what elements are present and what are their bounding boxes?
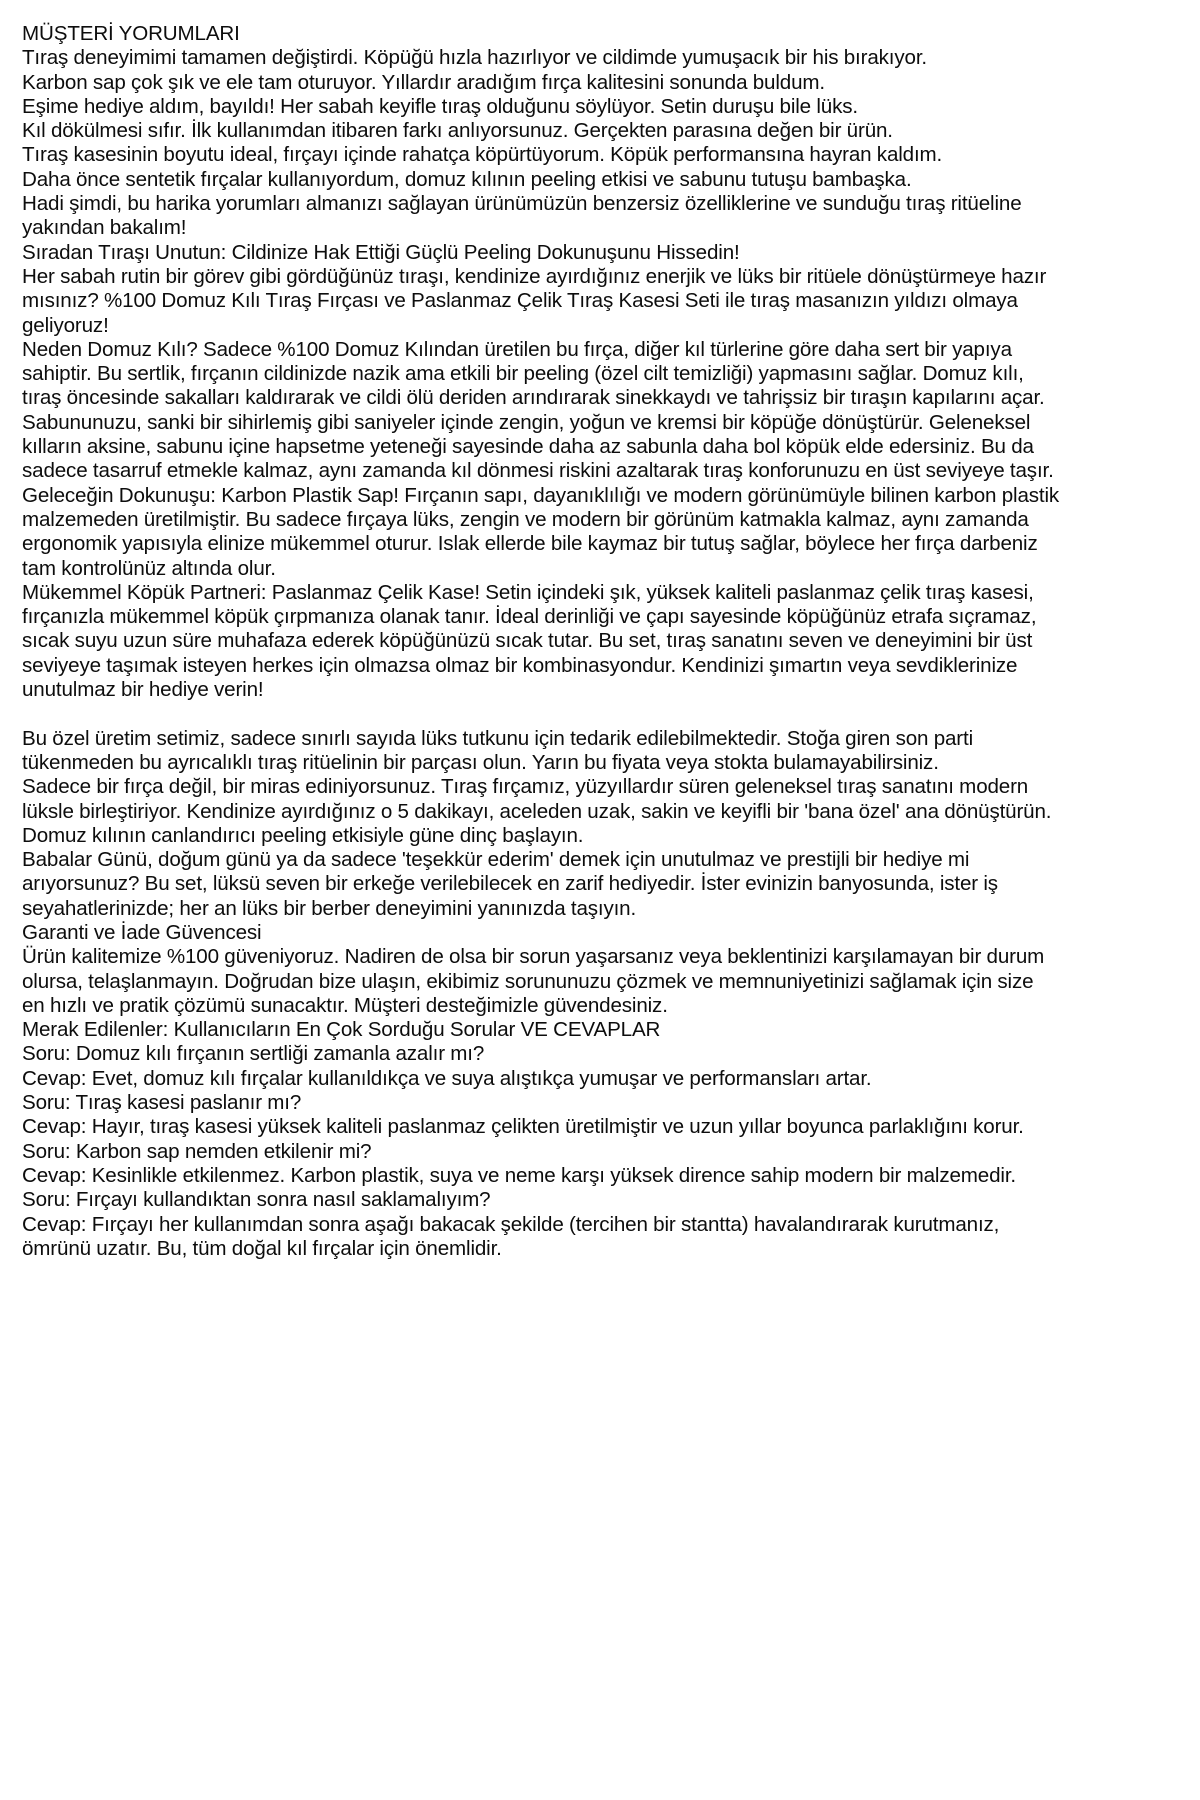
paragraph-gift: Babalar Günü, doğum günü ya da sadece 'teşekkür ederim' demek için unutulmaz ve prestijli bir hediye mi arıyorsunuz? Bu set, lüksü seven bir erkeğe verilebilecek en zarif hediyedir. İster evinizin banyosunda, ister iş seyahatlerinizde; her an lüks bir berber deneyimini yanınızda taşıyın. [22,848,998,920]
heading-customer-reviews: MÜŞTERİ YORUMLARI [22,22,240,45]
heading-warranty: Garanti ve İade Güvencesi [22,920,262,944]
faq-answer-3: Cevap: Kesinlikle etkilenmez. Karbon plastik, suya ve neme karşı yüksek dirence sahip modern bir malzemedir. [22,1163,1016,1187]
heading-peeling: Sıradan Tıraşı Unutun: Cildinize Hak Ettiği Güçlü Peeling Dokunuşunu Hissedin! [22,240,740,264]
review-6: Daha önce sentetik fırçalar kullanıyordum, domuz kılının peeling etkisi ve sabunu tutuşu bambaşka. [22,167,912,191]
review-4: Kıl dökülmesi sıfır. İlk kullanımdan itibaren farkı anlıyorsunuz. Gerçekten parasına değen bir ürün. [22,119,893,143]
faq-answer-1: Cevap: Evet, domuz kılı fırçalar kullanıldıkça ve suya alıştıkça yumuşar ve performansları artar. [22,1066,872,1090]
faq-answer-4: Cevap: Fırçayı her kullanımdan sonra aşağı bakacak şekilde (tercihen bir stantta) havalandırarak kurutmanız, ömrünü uzatır. Bu, tüm doğal kıl fırçalar için önemlidir. [22,1212,1000,1260]
faq-question-3: Soru: Karbon sap nemden etkilenir mi? [22,1139,372,1163]
review-3: Eşime hediye aldım, bayıldı! Her sabah keyifle tıraş olduğunu söylüyor. Setin duruşu bile lüks. [22,94,858,118]
paragraph-carbon-handle: Geleceğin Dokunuşu: Karbon Plastik Sap! Fırçanın sapı, dayanıklılığı ve modern görünümüyle bilinen karbon plastik malzemeden üretilmiştir. Bu sadece fırçaya lüks, zengin ve modern bir görünüm katmakla kalmaz, aynı zamanda ergonomik yapısıyla elinize mükemmel oturur. Islak ellerde bile kaymaz bir tutuş sağlar, böylece her fırça darbeniz tam kontrolünüz altında olur. [22,483,1060,580]
review-2: Karbon sap çok şık ve ele tam oturuyor. Yıllardır aradığım fırça kalitesini sonunda buldum. [22,70,825,94]
faq-answer-2: Cevap: Hayır, tıraş kasesi yüksek kaliteli paslanmaz çelikten üretilmiştir ve uzun yıllar boyunca parlaklığını korur. [22,1115,1024,1139]
spacer-1 [22,702,1060,726]
faq-question-2: Soru: Tıraş kasesi paslanır mı? [22,1091,302,1115]
intro-transition: Hadi şimdi, bu harika yorumları almanızı sağlayan ürünümüzün benzersiz özelliklerine ve sunduğu tıraş ritüeline yakından bakalım! [22,192,1022,240]
faq-question-1: Soru: Domuz kılı fırçanın sertliği zamanla azalır mı? [22,1042,485,1066]
paragraph-why-boar-bristle: Neden Domuz Kılı? Sadece %100 Domuz Kılından üretilen bu fırça, diğer kıl türlerine göre daha sert bir yapıya sahiptir. Bu sertlik, fırçanın cildinizde nazik ama etkili bir peeling (özel cilt temizliği) yapmasını sağlar. Domuz kılı, tıraş öncesinde sakalları kaldırarak ve cildi ölü deriden arındırarak sinekkaydı ve tahrişsiz bir tıraşın kapılarını açar. Sabununuzu, sanki bir sihirlemiş gibi saniyeler içinde zengin, yoğun ve kremsi bir köpüğe dönüştürür. Geleneksel kılların aksine, sabunu içine hapsetme yeteneği sayesinde daha az sabunla daha bol köpük elde edersiniz. Bu da sadece tasarruf etmekle kalmaz, aynı zamanda kıl dönmesi riskini azaltarak tıraş konforunuzu en üst seviyeye taşır. [22,337,1054,483]
faq-question-4: Soru: Fırçayı kullandıktan sonra nasıl saklamalıyım? [22,1188,491,1212]
paragraph-ritual-intro: Her sabah rutin bir görev gibi gördüğünüz tıraşı, kendinize ayırdığınız enerjik ve lüks bir ritüele dönüştürmeye hazır mısınız? %100 Domuz Kılı Tıraş Fırçası ve Paslanmaz Çelik Tıraş Kasesi Seti ile tıraş masanızın yıldızı olmaya geliyoruz! [22,264,1047,337]
paragraph-steel-bowl: Mükemmel Köpük Partneri: Paslanmaz Çelik Kase! Setin içindeki şık, yüksek kaliteli paslanmaz çelik tıraş kasesi, fırçanızla mükemmel köpük çırpmanıza olanak tanır. İdeal derinliği ve çapı sayesinde köpüğünüz etrafa sıçramaz, sıcak suyu uzun süre muhafaza ederek köpüğünüzü sıcak tutar. Bu set, tıraş sanatını seven ve deneyimini bir üst seviyeye taşımak isteyen herkes için olmazsa olmaz bir kombinasyondur. Kendinizi şımartın veya sevdiklerinize unutulmaz bir hediye verin! [22,580,1037,702]
review-5: Tıraş kasesinin boyutu ideal, fırçayı içinde rahatça köpürtüyorum. Köpük performansına hayran kaldım. [22,143,943,167]
review-1: Tıraş deneyimimi tamamen değiştirdi. Köpüğü hızla hazırlıyor ve cildimde yumuşacık bir his bırakıyor. [22,46,927,70]
paragraph-limited-stock: Bu özel üretim setimiz, sadece sınırlı sayıda lüks tutkunu için tedarik edilebilmektedir. Stoğa giren son parti tükenmeden bu ayrıcalıklı tıraş ritüelinin bir parçası olun. Yarın bu fiyata veya stokta bulamayabilirsiniz. [22,726,974,774]
heading-faq: Merak Edilenler: Kullanıcıların En Çok Sorduğu Sorular VE CEVAPLAR [22,1018,661,1042]
paragraph-heritage: Sadece bir fırça değil, bir miras ediniyorsunuz. Tıraş fırçamız, yüzyıllardır süren geleneksel tıraş sanatını modern lüksle birleştiriyor. Kendinize ayırdığınız o 5 dakikayı, aceleden uzak, sakin ve keyifli bir 'bana özel' ana dönüştürün. Domuz kılının canlandırıcı peeling etkisiyle güne dinç başlayın. [22,775,1052,847]
document-text-body [22,22,1060,1261]
paragraph-warranty: Ürün kalitemize %100 güveniyoruz. Nadiren de olsa bir sorun yaşarsanız veya beklentinizi karşılamayan bir durum olursa, telaşlanmayın. Doğrudan bize ulaşın, ekibimiz sorununuzu çözmek ve memnuniyetinizi sağlamak için size en hızlı ve pratik çözümü sunacaktır. Müşteri desteğimizle güvendesiniz. [22,945,1045,1017]
